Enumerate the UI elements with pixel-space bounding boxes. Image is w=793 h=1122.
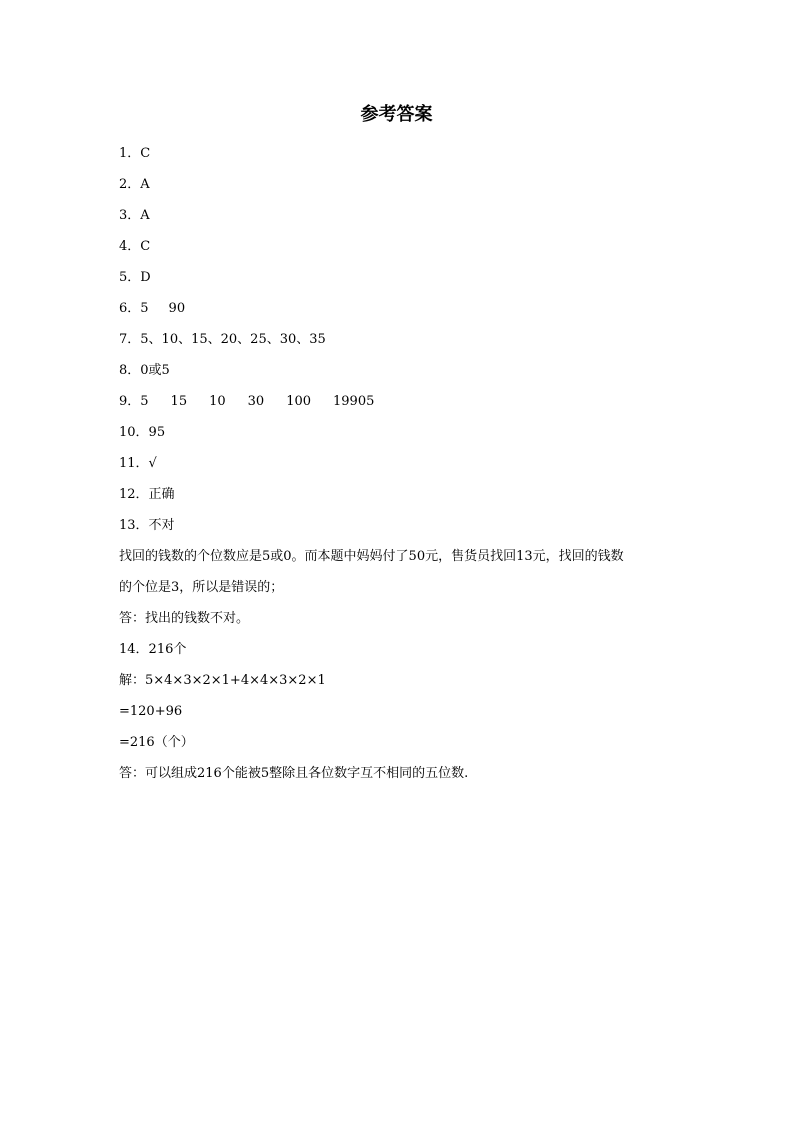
answer-10: 10．95 <box>119 425 166 440</box>
answer-13: 13．不对 <box>119 518 175 533</box>
page-title: 参考答案 <box>360 104 433 125</box>
answer-6-blank-1: 6．5 <box>119 301 149 316</box>
answer-4: 4．C <box>119 239 151 254</box>
answer-1: 1．C <box>119 146 151 161</box>
answer-9-blank-3: 10 <box>209 394 226 409</box>
answer-3: 3．A <box>119 208 150 223</box>
answer-5: 5．D <box>119 270 151 285</box>
answer-9-blank-4: 30 <box>247 394 265 409</box>
answer-9-blank-6: 19905 <box>333 394 375 409</box>
answer-7: 7．5、10、15、20、25、30、35 <box>119 332 326 347</box>
answer-13-explanation-line-1: 找回的钱数的个位数应是5或0。而本题中妈妈付了50元，售货员找回13元，找回的钱数 <box>119 549 624 564</box>
answer-9-blank-2: 15 <box>170 394 188 409</box>
answer-9-blank-5: 100 <box>286 394 312 409</box>
answer-13-explanation-line-2: 的个位是3，所以是错误的； <box>119 580 284 595</box>
answer-8: 8．0或5 <box>119 363 170 378</box>
answer-14-step-2: =120+96 <box>119 704 183 719</box>
answer-14-conclusion: 答：可以组成216个能被5整除且各位数字互不相同的五位数. <box>119 766 469 781</box>
answer-14-step-3: =216（个） <box>119 735 194 750</box>
answer-14-step-1: 解：5×4×3×2×1+4×4×3×2×1 <box>119 673 326 688</box>
answer-9-blank-1: 9．5 <box>119 394 149 409</box>
answer-12: 12．正确 <box>119 487 175 502</box>
answer-13-conclusion: 答：找出的钱数不对。 <box>119 611 250 626</box>
answer-14: 14．216个 <box>119 642 187 657</box>
answer-2: 2．A <box>119 177 150 192</box>
answer-6 <box>119 300 185 318</box>
answer-9 <box>119 393 374 411</box>
answer-6-blank-2: 90 <box>168 301 186 316</box>
answer-11: 11．√ <box>119 456 157 471</box>
